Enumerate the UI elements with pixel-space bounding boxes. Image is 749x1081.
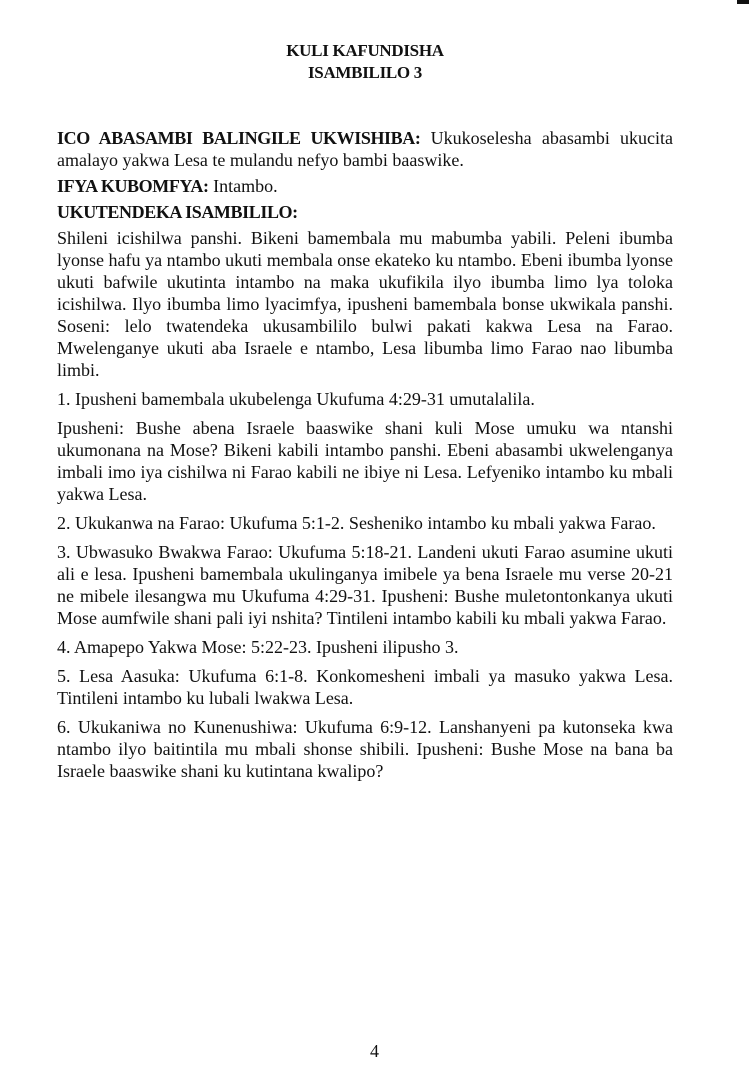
activity-heading-paragraph	[57, 201, 673, 223]
objective-paragraph	[57, 127, 673, 171]
step-1-question: Ipusheni: Bushe abena Israele baaswike shani kuli Mose umuku wa ntanshi ukumonana na Mose? Bikeni kabili intambo panshi. Ebeni abasambi ukwelenganya imbali imo iya cishilwa ni Farao kabili ne ibiye ni Lesa. Lefyeniko intambo ku mbali yakwa Lesa.	[57, 418, 673, 504]
title-line-2: ISAMBILILO 3	[307, 63, 422, 82]
corner-mark	[737, 0, 749, 4]
activity-heading: UKUTENDEKA ISAMBILILO:	[57, 202, 298, 222]
step-6: 6. Ukukaniwa no Kunenushiwa: Ukufuma 6:9-12. Lanshanyeni pa kutonseka kwa ntambo ilyo baitintila mu mbali shonse shibili. Ipusheni: Bushe Mose na bana ba Israele baaswike shani ku kutintana kwalipo?	[57, 717, 673, 781]
objective-text: Ukukoselesha abasambi ukucita amalayo yakwa Lesa te mulandu nefyo bambi baaswike.	[57, 128, 673, 170]
page-number: 4	[370, 1041, 379, 1061]
materials-label: IFYA KUBOMFYA:	[57, 176, 209, 196]
step-3: 3. Ubwasuko Bwakwa Farao: Ukufuma 5:18-21. Landeni ukuti Farao asumine ukuti ali e lesa. Ipusheni bamembala ukulinganya imibele ya bena Israele mu verse 20-21 ne mibele ilesangwa mu Ukufuma 4:29-31. Ipusheni: Bushe muletontonkanya ukuti Mose aumfwile shani pali iyi nshita? Tintileni intambo kabili ku mbali yakwa Farao.	[57, 542, 673, 628]
step-1: 1. Ipusheni bamembala ukubelenga Ukufuma 4:29-31 umutalalila.	[57, 389, 535, 409]
materials-text: Intambo.	[213, 176, 278, 196]
activity-text: Shileni icishilwa panshi. Bikeni bamembala mu mabumba yabili. Peleni ibumba lyonse hafu ya ntambo ukuti membala onse ekateko ku ntambo. Ebeni ibumba lyonse ukuti bafwile ukutinta intambo na maka ukufikila ilyo ibumba limo lya toloka icishilwa. Ilyo ibumba limo lyacimfya, ipusheni bamembala bonse ukwikala panshi. Soseni: lelo twatendeka ukusambililo bulwi pakati kakwa Lesa na Farao. Mwelenganye ukuti aba Israele e ntambo, Lesa libumba limo Farao nao libumba limbi.	[57, 228, 673, 380]
document-page	[57, 40, 673, 789]
step-2: 2. Ukukanwa na Farao: Ukufuma 5:1-2. Sesheniko intambo ku mbali yakwa Farao.	[57, 513, 656, 533]
step-4: 4. Amapepo Yakwa Mose: 5:22-23. Ipusheni ilipusho 3.	[57, 637, 459, 657]
materials-paragraph	[57, 175, 673, 197]
step-5: 5. Lesa Aasuka: Ukufuma 6:1-8. Konkomesheni imbali ya masuko yakwa Lesa. Tintileni intambo ku lubali lwakwa Lesa.	[57, 666, 673, 708]
title-line-1: KULI KAFUNDISHA	[286, 41, 444, 60]
page-title	[57, 40, 673, 84]
lesson-content	[57, 127, 673, 782]
objective-label: ICO ABASAMBI BALINGILE UKWISHIBA:	[57, 128, 421, 148]
